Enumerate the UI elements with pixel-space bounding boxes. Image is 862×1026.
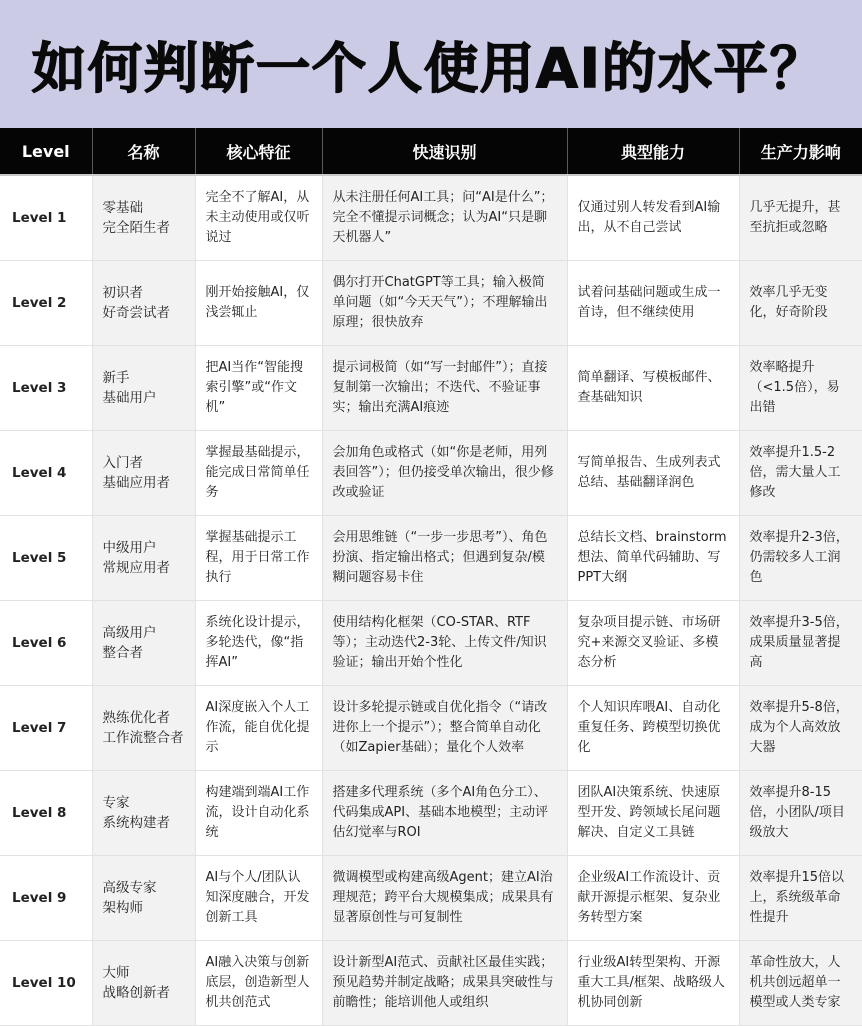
typical-abilities-cell: 仅通过别人转发看到AI输出，从不自己尝试	[567, 175, 739, 260]
level-cell: Level 1	[0, 175, 92, 260]
table-row	[0, 515, 862, 600]
quick-identify-cell: 使用结构化框架（CO-STAR、RTF等）；主动迭代2-3轮、上传文件/知识验证；输出开始个性化	[322, 600, 567, 685]
header-quick-identify: 快速识别	[322, 128, 567, 175]
name-cell	[92, 515, 195, 600]
header-level: Level	[0, 128, 92, 175]
name-secondary: 架构师	[102, 900, 143, 917]
quick-identify-cell: 从未注册任何AI工具；问“AI是什么”；完全不懂提示词概念；认为AI“只是聊天机器人”	[322, 175, 567, 260]
productivity-impact-cell: 效率提升5-8倍，成为个人高效放大器	[739, 686, 862, 771]
name-cell	[92, 260, 195, 345]
name-secondary: 常规应用者	[102, 559, 170, 576]
name-primary: 初识者	[102, 284, 143, 301]
name-cell	[92, 430, 195, 515]
name-secondary: 完全陌生者	[102, 219, 170, 236]
level-cell: Level 7	[0, 686, 92, 771]
name-secondary: 工作流整合者	[102, 730, 184, 747]
quick-identify-cell: 提示词极简（如“写一封邮件”）；直接复制第一次输出；不迭代、不验证事实；输出充满AI痕迹	[322, 345, 567, 430]
core-features-cell: 掌握最基础提示，能完成日常简单任务	[195, 430, 322, 515]
core-features-cell: 刚开始接触AI，仅浅尝辄止	[195, 260, 322, 345]
name-secondary: 战略创新者	[102, 985, 170, 1002]
level-cell: Level 10	[0, 941, 92, 1026]
core-features-cell: 构建端到端AI工作流，设计自动化系统	[195, 771, 322, 856]
typical-abilities-cell: 企业级AI工作流设计、贡献开源提示框架、复杂业务转型方案	[567, 856, 739, 941]
typical-abilities-cell: 试着问基础问题或生成一首诗，但不继续使用	[567, 260, 739, 345]
name-cell	[92, 856, 195, 941]
page-title: 如何判断一个人使用AI的水平？	[32, 36, 826, 100]
core-features-cell: AI深度嵌入个人工作流，能自优化提示	[195, 686, 322, 771]
table-row	[0, 771, 862, 856]
level-cell: Level 3	[0, 345, 92, 430]
productivity-impact-cell: 效率提升1.5-2倍，需大量人工修改	[739, 430, 862, 515]
name-primary: 入门者	[102, 454, 143, 471]
typical-abilities-cell: 简单翻译、写模板邮件、查基础知识	[567, 345, 739, 430]
name-secondary: 好奇尝试者	[102, 304, 170, 321]
table-row	[0, 175, 862, 260]
core-features-cell: AI融入决策与创新底层，创造新型人机共创范式	[195, 941, 322, 1026]
productivity-impact-cell: 效率提升2-3倍，仍需较多人工润色	[739, 515, 862, 600]
typical-abilities-cell: 写简单报告、生成列表式总结、基础翻译润色	[567, 430, 739, 515]
name-cell	[92, 771, 195, 856]
quick-identify-cell: 偶尔打开ChatGPT等工具；输入极简单问题（如“今天天气”）；不理解输出原理；很快放弃	[322, 260, 567, 345]
name-secondary: 系统构建者	[102, 815, 170, 832]
productivity-impact-cell: 几乎无提升，甚至抗拒或忽略	[739, 175, 862, 260]
typical-abilities-cell: 总结长文档、brainstorm想法、简单代码辅助、写PPT大纲	[567, 515, 739, 600]
table-row	[0, 941, 862, 1026]
header-productivity-impact: 生产力影响	[739, 128, 862, 175]
name-secondary: 基础应用者	[102, 474, 170, 491]
table-row	[0, 856, 862, 941]
productivity-impact-cell: 效率略提升（<1.5倍），易出错	[739, 345, 862, 430]
level-cell: Level 6	[0, 600, 92, 685]
level-cell: Level 8	[0, 771, 92, 856]
productivity-impact-cell: 效率提升8-15倍，小团队/项目级放大	[739, 771, 862, 856]
core-features-cell: 把AI当作“智能搜索引擎”或“作文机”	[195, 345, 322, 430]
table-row	[0, 686, 862, 771]
typical-abilities-cell: 行业级AI转型架构、开源重大工具/框架、战略级人机协同创新	[567, 941, 739, 1026]
header-name: 名称	[92, 128, 195, 175]
quick-identify-cell: 设计多轮提示链或自优化指令（“请改进你上一个提示”）；整合简单自动化（如Zapier基础）；量化个人效率	[322, 686, 567, 771]
name-primary: 零基础	[102, 199, 143, 216]
core-features-cell: 完全不了解AI，从未主动使用或仅听说过	[195, 175, 322, 260]
quick-identify-cell: 会用思维链（“一步一步思考”）、角色扮演、指定输出格式；但遇到复杂/模糊问题容易卡住	[322, 515, 567, 600]
name-cell	[92, 686, 195, 771]
productivity-impact-cell: 革命性放大，人机共创远超单一模型或人类专家	[739, 941, 862, 1026]
table-row	[0, 345, 862, 430]
name-secondary: 整合者	[102, 645, 143, 662]
typical-abilities-cell: 个人知识库喂AI、自动化重复任务、跨模型切换优化	[567, 686, 739, 771]
table-row	[0, 260, 862, 345]
name-primary: 高级用户	[102, 625, 157, 642]
name-primary: 高级专家	[102, 880, 157, 897]
table-row	[0, 430, 862, 515]
quick-identify-cell: 会加角色或格式（如“你是老师，用列表回答”）；但仍接受单次输出，很少修改或验证	[322, 430, 567, 515]
level-cell: Level 5	[0, 515, 92, 600]
name-primary: 专家	[102, 795, 130, 812]
core-features-cell: 掌握基础提示工程，用于日常工作执行	[195, 515, 322, 600]
quick-identify-cell: 搭建多代理系统（多个AI角色分工）、代码集成API、基础本地模型；主动评估幻觉率与ROI	[322, 771, 567, 856]
name-primary: 大师	[102, 965, 130, 982]
level-cell: Level 9	[0, 856, 92, 941]
quick-identify-cell: 微调模型或构建高级Agent；建立AI治理规范；跨平台大规模集成；成果具有显著原创性与可复制性	[322, 856, 567, 941]
header-core-features: 核心特征	[195, 128, 322, 175]
typical-abilities-cell: 复杂项目提示链、市场研究+来源交叉验证、多模态分析	[567, 600, 739, 685]
core-features-cell: AI与个人/团队认知深度融合，开发创新工具	[195, 856, 322, 941]
title-banner	[0, 0, 862, 128]
core-features-cell: 系统化设计提示，多轮迭代，像“指挥AI”	[195, 600, 322, 685]
name-primary: 熟练优化者	[102, 710, 170, 727]
name-cell	[92, 600, 195, 685]
level-cell: Level 4	[0, 430, 92, 515]
name-secondary: 基础用户	[102, 389, 157, 406]
productivity-impact-cell: 效率提升3-5倍，成果质量显著提高	[739, 600, 862, 685]
name-primary: 中级用户	[102, 539, 157, 556]
level-cell: Level 2	[0, 260, 92, 345]
name-cell	[92, 941, 195, 1026]
typical-abilities-cell: 团队AI决策系统、快速原型开发、跨领域长尾问题解决、自定义工具链	[567, 771, 739, 856]
productivity-impact-cell: 效率几乎无变化，好奇阶段	[739, 260, 862, 345]
name-cell	[92, 175, 195, 260]
name-primary: 新手	[102, 369, 130, 386]
table-header-row	[0, 128, 862, 175]
ai-level-table	[0, 128, 862, 1026]
name-cell	[92, 345, 195, 430]
quick-identify-cell: 设计新型AI范式、贡献社区最佳实践；预见趋势并制定战略；成果具突破性与前瞻性；能培训他人或组织	[322, 941, 567, 1026]
table-row	[0, 600, 862, 685]
productivity-impact-cell: 效率提升15倍以上，系统级革命性提升	[739, 856, 862, 941]
header-typical-abilities: 典型能力	[567, 128, 739, 175]
